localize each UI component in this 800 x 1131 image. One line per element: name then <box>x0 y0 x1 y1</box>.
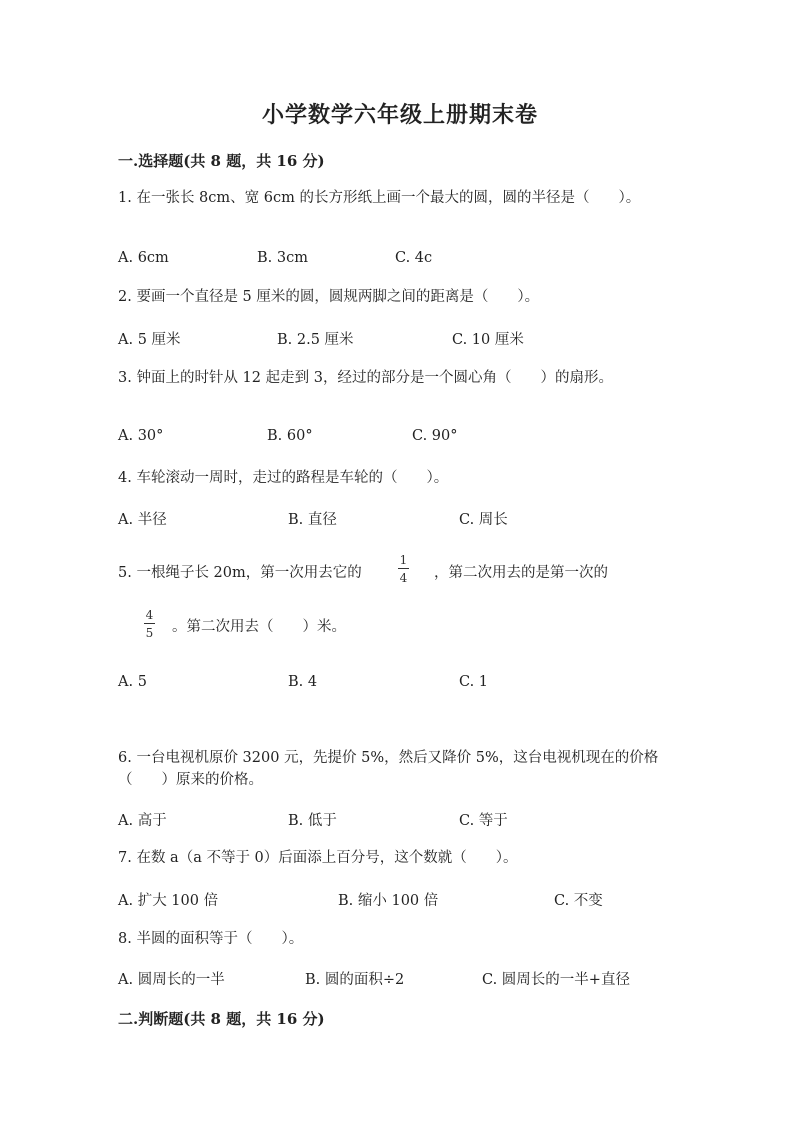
q3-option-b: B. 60° <box>267 428 313 444</box>
fraction-numerator: 4 <box>145 608 154 622</box>
question-5-part-a: 5. 一根绳子长 20m，第一次用去它的 <box>118 565 362 581</box>
section-heading-judgement: 二.判断题(共 8 题，共 16 分) <box>118 1010 325 1028</box>
fraction-numerator: 1 <box>399 553 408 567</box>
question-2: 2. 要画一个直径是 5 厘米的圆，圆规两脚之间的距离是（ ）。 <box>118 289 540 305</box>
q4-option-b: B. 直径 <box>288 512 337 528</box>
q8-option-a: A. 圆周长的一半 <box>118 972 225 988</box>
fraction-bar <box>398 568 409 569</box>
question-5-part-b: ，第二次用去的是第一次的 <box>434 565 608 581</box>
q5-option-c: C. 1 <box>459 674 489 690</box>
fraction-bar <box>144 623 155 624</box>
q8-option-c: C. 圆周长的一半+直径 <box>482 972 630 988</box>
q3-option-c: C. 90° <box>412 428 458 444</box>
question-6: 6. 一台电视机原价 3200 元，先提价 5%，然后又降价 5%，这台电视机现在的价格（ ）原来的价格。 <box>118 750 659 788</box>
question-5-part-c: 。第二次用去（ ）米。 <box>172 619 346 635</box>
q5-option-b: B. 4 <box>288 674 318 690</box>
question-1: 1. 在一张长 8cm、宽 6cm 的长方形纸上画一个最大的圆，圆的半径是（ ）。 <box>118 190 641 206</box>
q7-option-c: C. 不变 <box>554 893 603 909</box>
page-title: 小学数学六年级上册期末卷 <box>261 102 538 128</box>
question-4: 4. 车轮滚动一周时，走过的路程是车轮的（ ）。 <box>118 470 449 486</box>
q8-option-b: B. 圆的面积÷2 <box>305 972 405 988</box>
question-8: 8. 半圆的面积等于（ ）。 <box>118 931 304 947</box>
fraction-denominator: 5 <box>145 626 154 640</box>
section-heading-choice: 一.选择题(共 8 题，共 16 分) <box>118 152 325 170</box>
q2-option-c: C. 10 厘米 <box>452 332 524 348</box>
q6-option-b: B. 低于 <box>288 813 337 829</box>
q7-option-a: A. 扩大 100 倍 <box>118 893 219 909</box>
q6-option-c: C. 等于 <box>459 813 508 829</box>
q1-option-a: A. 6cm <box>118 250 169 266</box>
q7-option-b: B. 缩小 100 倍 <box>338 893 439 909</box>
q4-option-a: A. 半径 <box>118 512 167 528</box>
q1-option-c: C. 4c <box>395 250 433 266</box>
q2-option-b: B. 2.5 厘米 <box>277 332 354 348</box>
q2-option-a: A. 5 厘米 <box>118 332 181 348</box>
question-7: 7. 在数 a（a 不等于 0）后面添上百分号，这个数就（ ）。 <box>118 850 518 866</box>
q3-option-a: A. 30° <box>118 428 164 444</box>
q5-option-a: A. 5 <box>118 674 147 690</box>
question-3: 3. 钟面上的时针从 12 起走到 3，经过的部分是一个圆心角（ ）的扇形。 <box>118 370 613 386</box>
fraction-four-fifths <box>144 608 155 640</box>
q1-option-b: B. 3cm <box>257 250 308 266</box>
fraction-denominator: 4 <box>399 571 408 585</box>
fraction-one-quarter <box>398 553 409 585</box>
q6-option-a: A. 高于 <box>118 813 167 829</box>
q4-option-c: C. 周长 <box>459 512 508 528</box>
